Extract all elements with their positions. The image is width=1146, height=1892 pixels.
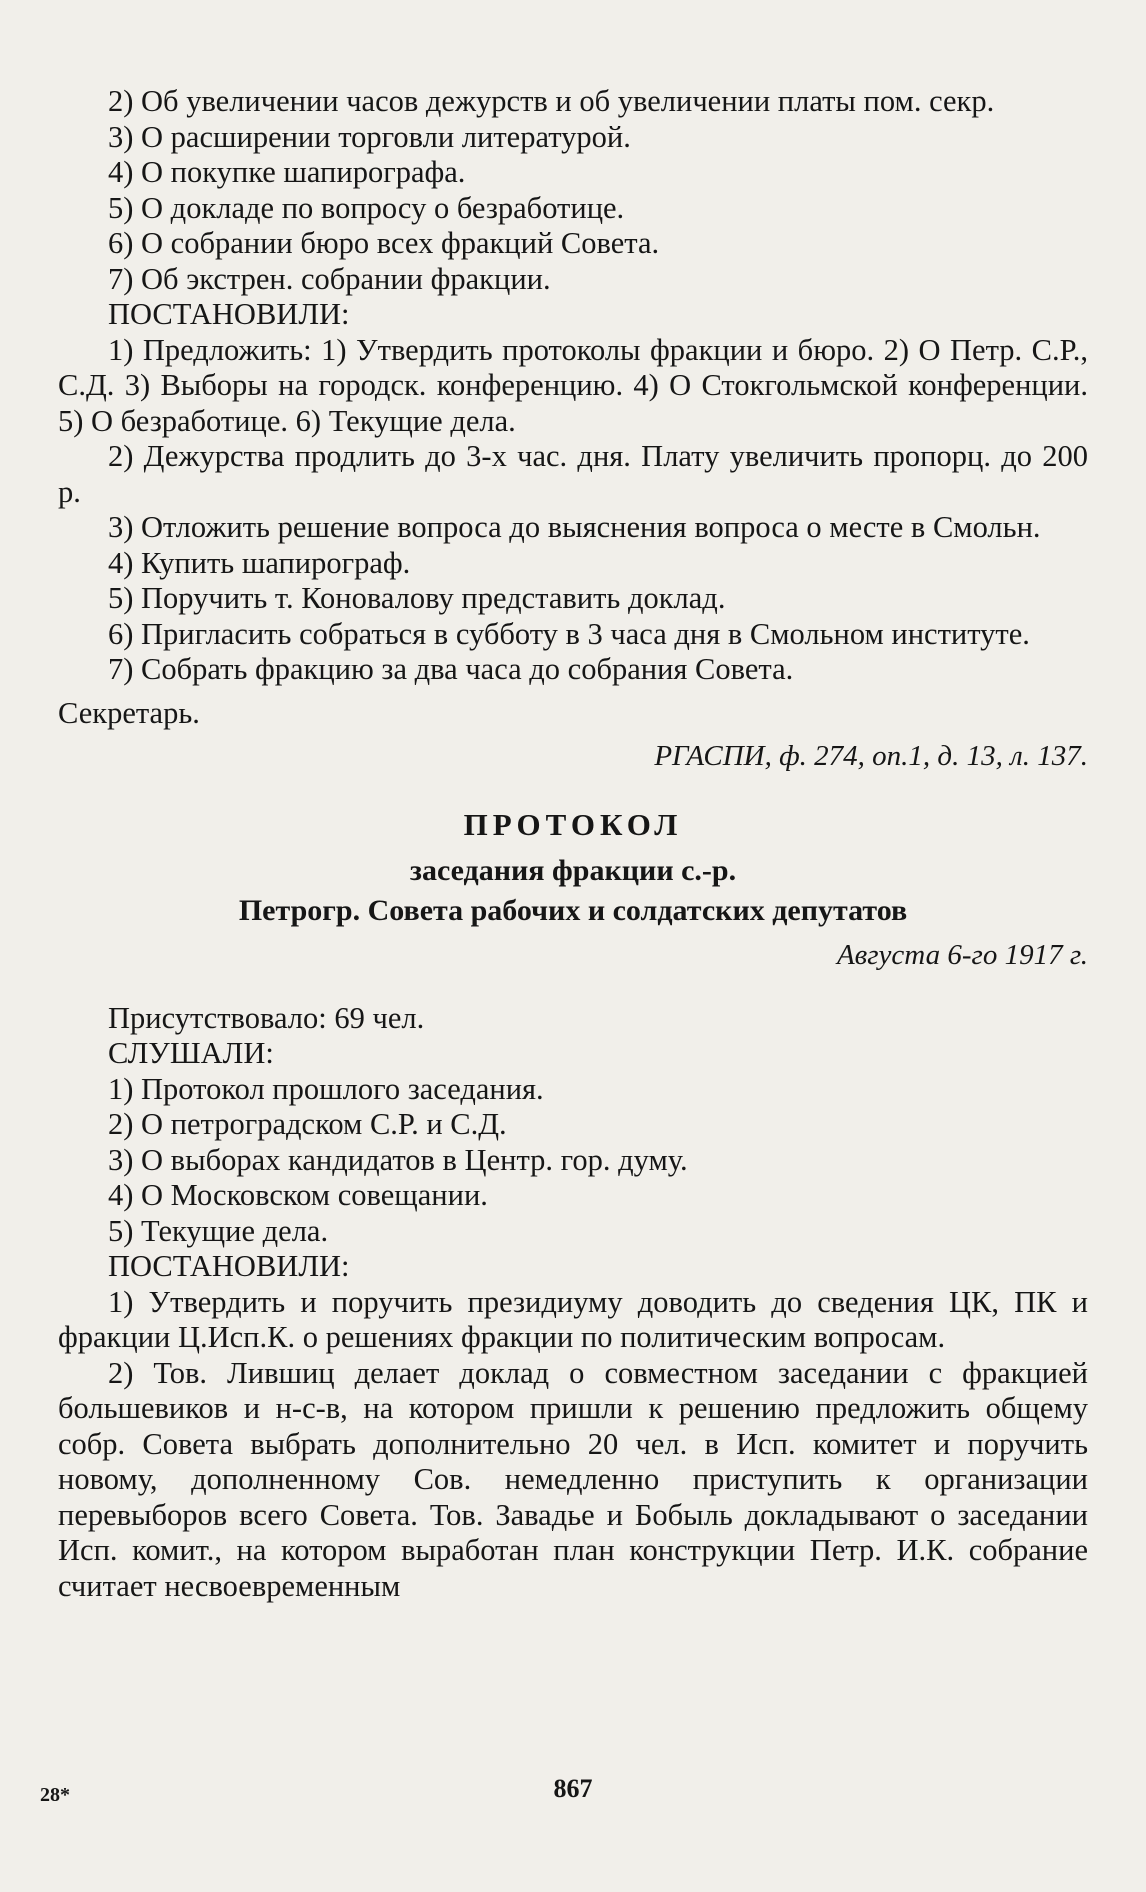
resolution-item: 4) Купить шапирограф. [108, 545, 411, 580]
heard-item: 4) О Московском совещании. [108, 1178, 488, 1212]
resolution-item: 2) Дежурства продлить до 3-х час. дня. Плату увеличить пропорц. до 200 р. [58, 439, 1088, 509]
resolution-item: 3) Отложить решение вопроса до выяснения вопроса о месте в Смольн. [108, 510, 1041, 544]
agenda-item: 6) О собрании бюро всех фракций Совета. [108, 226, 660, 260]
agenda-item: 7) Об экстрен. собрании фракции. [108, 261, 551, 296]
resolution-item: 1) Предложить: 1) Утвердить протоколы фракции и бюро. 2) О Петр. С.Р., С.Д. 3) Выборы на городск. конференцию. 4) О Стокгольмской конференции. 5) О безработице. 6) Текущие дела. [58, 332, 1088, 438]
protocol-date: Августа 6-го 1917 г. [836, 938, 1088, 971]
heard-heading: СЛУШАЛИ: [108, 1036, 274, 1070]
resolved-heading: ПОСТАНОВИЛИ: [108, 297, 350, 331]
resolution-item: 7) Собрать фракцию за два часа до собрания Совета. [108, 652, 794, 686]
heard-item: 3) О выборах кандидатов в Центр. гор. думу. [108, 1142, 688, 1177]
agenda-item: 4) О покупке шапирографа. [108, 155, 466, 189]
page-number: 867 [553, 1774, 593, 1803]
text-column [58, 84, 1088, 1604]
protocol-subtitle-council: Петрогр. Совета рабочих и солдатских депутатов [238, 893, 908, 927]
archive-source: РГАСПИ, ф. 274, оп.1, д. 13, л. 137. [654, 740, 1088, 772]
protocol-resolved-heading: ПОСТАНОВИЛИ: [108, 1249, 350, 1283]
signature-mark: 28* [40, 1784, 70, 1806]
secretary-signature: Секретарь. [58, 695, 200, 730]
attendance: Присутствовало: 69 чел. [108, 1000, 425, 1035]
protocol-resolution-item: 2) Тов. Лившиц делает доклад о совместном заседании с фракцией большевиков и н-с-в, на котором пришли к решению предложить общему собр. Совета выбрать дополнительно 20 чел. в Исп. комитет и поручить новому, дополненному Сов. немедленно приступить к организации перевыборов всего Совета. Тов. Завадье и Бобыль докладывают о заседании Исп. комит., на котором выработан план конструкции Петр. И.К. собрание считает несвоевременным [58, 1355, 1088, 1603]
protocol-title: ПРОТОКОЛ [463, 806, 683, 842]
protocol-subtitle: заседания фракции с.-р. [409, 853, 737, 887]
resolution-item: 5) Поручить т. Коновалову представить доклад. [108, 581, 726, 615]
heard-item: 1) Протокол прошлого заседания. [108, 1071, 544, 1106]
heard-item: 5) Текущие дела. [108, 1213, 329, 1248]
heard-item: 2) О петроградском С.Р. и С.Д. [108, 1107, 507, 1141]
protocol-resolution-item: 1) Утвердить и поручить президиуму доводить до сведения ЦК, ПК и фракции Ц.Исп.К. о решениях фракции по политическим вопросам. [58, 1284, 1088, 1354]
resolution-item: 6) Пригласить собраться в субботу в 3 часа дня в Смольном институте. [108, 616, 1030, 651]
agenda-item: 3) О расширении торговли литературой. [108, 119, 631, 154]
agenda-item: 5) О докладе по вопросу о безработице. [108, 190, 625, 225]
agenda-item: 2) Об увеличении часов дежурств и об увеличении платы пом. секр. [108, 84, 995, 118]
